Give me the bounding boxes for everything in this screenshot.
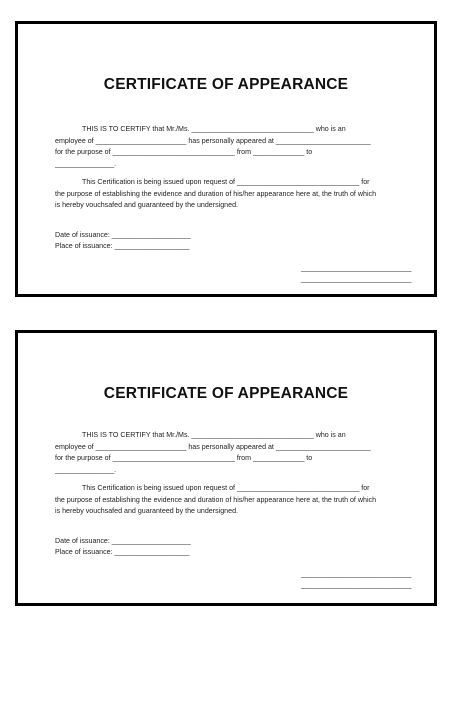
paragraph2-line-1: This Certification is being issued upon request of _______________________________ for [82,178,370,186]
signature-line-2: ____________________________ [301,275,412,283]
signature-line-2: ____________________________ [301,581,412,589]
paragraph1-line-4: _______________. [55,160,117,168]
date-of-issuance: Date of issuance: ____________________ [55,537,191,545]
paragraph2-line-1: This Certification is being issued upon request of _______________________________ for [82,484,370,492]
paragraph1-line-4: _______________. [55,466,117,474]
paragraph2-line-3: is hereby vouchsafed and guaranteed by the undersigned. [55,507,238,515]
paragraph2-line-2: the purpose of establishing the evidence and duration of his/her appearance here at, the truth of which [55,190,377,198]
certificate-title: CERTIFICATE OF APPEARANCE [103,76,349,93]
certificate-form-bottom [15,330,437,606]
paragraph1-line-3: for the purpose of _______________________________ from _____________ to [55,148,313,156]
paragraph1-line-1: THIS IS TO CERTIFY that Mr./Ms. _______________________________ who is an [82,125,346,133]
paragraph2-line-2: the purpose of establishing the evidence and duration of his/her appearance here at, the truth of which [55,496,377,504]
signature-line-1: ____________________________ [301,570,412,578]
date-of-issuance: Date of issuance: ____________________ [55,231,191,239]
place-of-issuance: Place of issuance: ___________________ [55,548,190,556]
certificate-form-top [15,21,437,297]
paragraph1-line-2: employee of _______________________ has personally appeared at ________________________ [55,443,371,451]
certificate-title: CERTIFICATE OF APPEARANCE [103,385,349,402]
paragraph1-line-2: employee of _______________________ has personally appeared at ________________________ [55,137,371,145]
place-of-issuance: Place of issuance: ___________________ [55,242,190,250]
paragraph1-line-1: THIS IS TO CERTIFY that Mr./Ms. _______________________________ who is an [82,431,346,439]
paragraph1-line-3: for the purpose of _______________________________ from _____________ to [55,454,313,462]
signature-line-1: ____________________________ [301,264,412,272]
paragraph2-line-3: is hereby vouchsafed and guaranteed by the undersigned. [55,201,238,209]
